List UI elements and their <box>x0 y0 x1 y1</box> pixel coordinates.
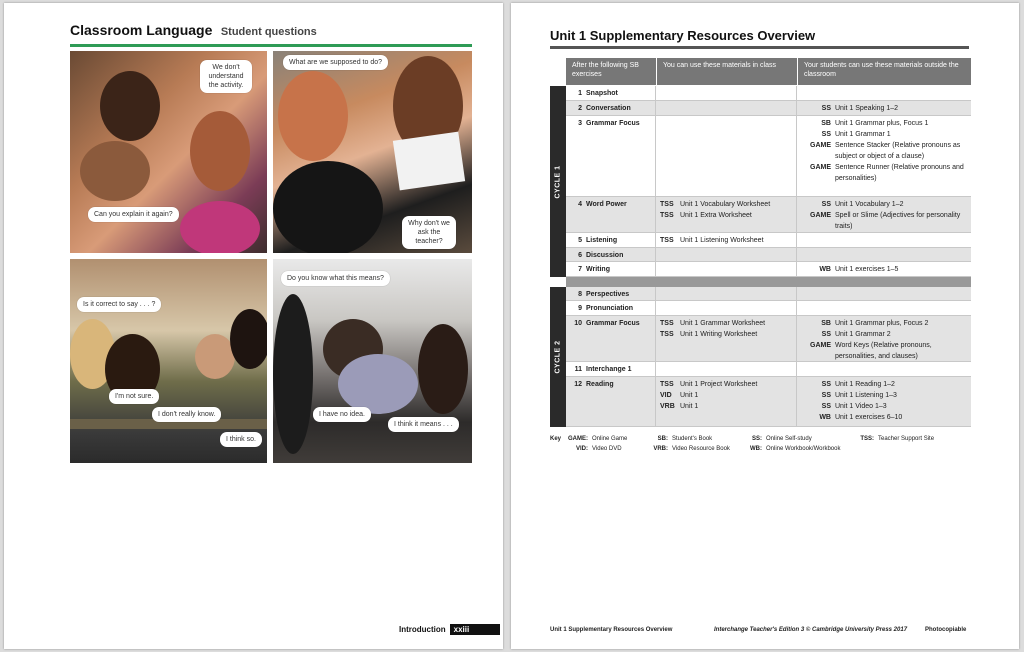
key-item <box>564 436 627 442</box>
cycle-label <box>550 86 566 277</box>
right-page <box>511 3 1019 649</box>
resource-code: TSS <box>660 237 674 244</box>
key-code: VID: <box>576 446 588 452</box>
key-text: Online Game <box>592 436 628 442</box>
speech-bubble: We don't understand the activity. <box>200 60 252 93</box>
resource-line <box>660 329 792 340</box>
resource-code: TSS <box>660 381 674 388</box>
in-class-cell <box>656 86 797 100</box>
table-row <box>566 197 971 233</box>
exercise-name: Discussion <box>586 252 624 259</box>
speech-bubble: I don't really know. <box>152 407 221 422</box>
page-subtitle: Student questions <box>220 26 317 38</box>
resource-line <box>801 140 967 162</box>
speech-bubble: Do you know what this means? <box>281 271 390 286</box>
resource-code: SS <box>821 105 831 112</box>
exercise-cell <box>566 362 656 376</box>
in-class-cell <box>656 377 797 426</box>
resource-line <box>801 129 967 140</box>
key-text: Teacher Support Site <box>878 436 935 442</box>
key-item <box>644 436 712 442</box>
exercise-number: 2 <box>578 105 582 112</box>
exercise-number: 7 <box>578 266 582 273</box>
key-item <box>564 446 622 452</box>
speech-bubble: I think so. <box>220 432 262 447</box>
speech-bubble: I think it means . . . <box>388 417 459 432</box>
cycle-separator <box>566 277 971 287</box>
exercise-name: Interchange 1 <box>586 366 632 373</box>
exercise-cell <box>566 233 656 247</box>
resource-code: SS <box>821 201 831 208</box>
resource-code: SS <box>821 381 831 388</box>
resource-text: Unit 1 Writing Worksheet <box>680 331 758 338</box>
exercise-cell <box>566 248 656 261</box>
speech-bubble: I have no idea. <box>313 407 371 422</box>
key-code: VRB: <box>653 446 668 452</box>
exercise-name: Word Power <box>586 201 627 208</box>
resource-line <box>801 390 967 401</box>
resource-line <box>801 318 967 329</box>
resource-line <box>801 162 967 184</box>
resource-text: Unit 1 Reading 1–2 <box>835 381 895 388</box>
key-code: SS: <box>751 436 762 442</box>
footer-left: Unit 1 Supplementary Resources Overview <box>550 627 673 633</box>
resource-text: Unit 1 Grammar 1 <box>835 131 891 138</box>
outside-cell <box>797 362 971 376</box>
exercise-name: Snapshot <box>586 90 618 97</box>
resource-line <box>801 340 967 362</box>
outside-cell <box>797 233 971 247</box>
exercise-number: 3 <box>578 120 582 127</box>
resource-text: Sentence Runner (Relative pronouns and personalities) <box>835 164 964 182</box>
resource-line <box>660 210 792 221</box>
exercise-cell <box>566 377 656 426</box>
resource-code: GAME <box>810 212 831 219</box>
exercise-cell <box>566 116 656 196</box>
table-row <box>566 301 971 316</box>
table-row <box>566 101 971 116</box>
key-code: TSS: <box>860 436 874 442</box>
exercise-name: Pronunciation <box>586 305 634 312</box>
photo-classroom <box>273 259 472 463</box>
resource-code: TSS <box>660 212 674 219</box>
exercise-name: Grammar Focus <box>586 320 640 327</box>
table-row <box>566 86 971 101</box>
exercise-name: Perspectives <box>586 291 630 298</box>
page-title-main: Classroom Language <box>70 22 213 38</box>
exercise-number: 4 <box>578 201 582 208</box>
table-row <box>566 377 971 427</box>
left-page <box>4 3 503 649</box>
in-class-cell <box>656 248 797 261</box>
speech-bubble: What are we supposed to do? <box>283 55 388 70</box>
exercise-name: Listening <box>586 237 618 244</box>
resource-line <box>660 199 792 210</box>
resource-line <box>801 329 967 340</box>
page-title: Unit 1 Supplementary Resources Overview <box>550 28 969 49</box>
table-row <box>566 316 971 362</box>
resource-text: Unit 1 Vocabulary 1–2 <box>835 201 904 208</box>
resource-text: Unit 1 exercises 6–10 <box>835 414 903 421</box>
resource-code: WB <box>819 266 831 273</box>
key-code: GAME: <box>568 436 588 442</box>
key-item <box>850 436 934 442</box>
exercise-name: Writing <box>586 266 610 273</box>
resource-text: Unit 1 exercises 1–5 <box>835 266 899 273</box>
key-code: WB: <box>750 446 762 452</box>
resource-text: Unit 1 <box>680 403 699 410</box>
exercise-cell <box>566 287 656 300</box>
outside-cell <box>797 316 971 361</box>
cycle-label <box>550 287 566 427</box>
column-header: You can use these materials in class <box>656 58 797 85</box>
resource-line <box>801 118 967 129</box>
in-class-cell <box>656 197 797 232</box>
in-class-cell <box>656 287 797 300</box>
resource-line <box>801 210 967 232</box>
footer-section-label: Introduction <box>399 625 446 634</box>
footer-right: Photocopiable <box>925 627 967 633</box>
key-code: SB: <box>657 436 668 442</box>
resource-text: Unit 1 Grammar 2 <box>835 331 891 338</box>
in-class-cell <box>656 362 797 376</box>
key-item <box>644 446 730 452</box>
resource-code: SB <box>821 120 831 127</box>
outside-cell <box>797 86 971 100</box>
exercise-number: 12 <box>574 381 582 388</box>
exercise-cell <box>566 301 656 315</box>
key-text: Online Self-study <box>766 436 812 442</box>
page-number: xxiii <box>450 624 500 635</box>
resource-text: Unit 1 Grammar Worksheet <box>680 320 766 327</box>
resource-text: Unit 1 Listening 1–3 <box>835 392 897 399</box>
key-text: Video DVD <box>592 446 622 452</box>
page-title <box>70 22 472 47</box>
resource-code: TSS <box>660 320 674 327</box>
exercise-cell <box>566 262 656 276</box>
resource-text: Unit 1 Speaking 1–2 <box>835 105 899 112</box>
exercise-number: 10 <box>574 320 582 327</box>
resource-code: GAME <box>810 164 831 171</box>
resource-line <box>660 379 792 390</box>
outside-cell <box>797 262 971 276</box>
key-text: Online Workbook/Workbook <box>766 446 841 452</box>
resource-code: SS <box>821 392 831 399</box>
resource-code: SB <box>821 320 831 327</box>
outside-cell <box>797 287 971 300</box>
table-row <box>566 262 971 277</box>
exercise-cell <box>566 86 656 100</box>
resource-text: Unit 1 Grammar plus, Focus 1 <box>835 120 929 127</box>
resource-text: Unit 1 Listening Worksheet <box>680 237 764 244</box>
resource-text: Unit 1 Project Worksheet <box>680 381 758 388</box>
exercise-name: Grammar Focus <box>586 120 640 127</box>
resource-line <box>801 264 967 275</box>
resource-text: Word Keys (Relative pronouns, personalities, and clauses) <box>835 342 932 360</box>
resource-line <box>801 103 967 114</box>
footer-center: Interchange Teacher's Edition 3 © Cambridge University Press 2017 <box>714 627 908 633</box>
resource-line <box>660 235 792 246</box>
exercise-number: 11 <box>574 366 582 373</box>
exercise-cell <box>566 101 656 115</box>
exercise-number: 1 <box>578 90 582 97</box>
exercise-name: Reading <box>586 381 614 388</box>
resource-line <box>801 412 967 423</box>
resource-line <box>801 401 967 412</box>
in-class-cell <box>656 301 797 315</box>
resource-code: SS <box>821 331 831 338</box>
key-label: Key <box>550 436 562 442</box>
in-class-cell <box>656 116 797 196</box>
resource-code: SS <box>821 131 831 138</box>
key-text: Student's Book <box>672 436 713 442</box>
resource-code: TSS <box>660 331 674 338</box>
resource-text: Unit 1 Vocabulary Worksheet <box>680 201 771 208</box>
outside-cell <box>797 101 971 115</box>
column-header: Your students can use these materials outside the classroom <box>797 58 971 85</box>
outside-cell <box>797 248 971 261</box>
in-class-cell <box>656 316 797 361</box>
resource-code: WB <box>819 414 831 421</box>
resource-text: Unit 1 Video 1–3 <box>835 403 887 410</box>
resource-code: VRB <box>660 403 675 410</box>
speech-bubble: Can you explain it again? <box>88 207 179 222</box>
column-header: After the following SB exercises <box>566 58 656 85</box>
speech-bubble: Is it correct to say . . . ? <box>77 297 161 312</box>
outside-cell <box>797 377 971 426</box>
resource-code: SS <box>821 403 831 410</box>
outside-cell <box>797 197 971 232</box>
speech-bubble: Why don't we ask the teacher? <box>402 216 456 249</box>
resource-code: VID <box>660 392 672 399</box>
exercise-cell <box>566 316 656 361</box>
outside-cell <box>797 116 971 196</box>
resource-text: Unit 1 Extra Worksheet <box>680 212 752 219</box>
key-item <box>738 436 812 442</box>
cycle-label-text: CYCLE 2 <box>554 340 562 374</box>
in-class-cell <box>656 233 797 247</box>
table-row <box>566 116 971 197</box>
resource-line <box>801 379 967 390</box>
exercise-number: 8 <box>578 291 582 298</box>
resource-line <box>801 199 967 210</box>
page-footer <box>399 624 500 635</box>
cycle-label-text: CYCLE 1 <box>554 164 562 199</box>
resource-text: Spell or Slime (Adjectives for personality traits) <box>835 212 961 230</box>
table-row <box>566 362 971 377</box>
in-class-cell <box>656 262 797 276</box>
key-item <box>738 446 840 452</box>
key-text: Video Resource Book <box>672 446 730 452</box>
exercise-number: 6 <box>578 252 582 259</box>
resource-text: Unit 1 <box>680 392 699 399</box>
exercise-cell <box>566 197 656 232</box>
exercise-number: 9 <box>578 305 582 312</box>
speech-bubble: I'm not sure. <box>109 389 159 404</box>
resource-code: GAME <box>810 142 831 149</box>
outside-cell <box>797 301 971 315</box>
table-row <box>566 233 971 248</box>
resource-text: Unit 1 Grammar plus, Focus 2 <box>835 320 929 327</box>
resource-line <box>660 390 792 401</box>
exercise-number: 5 <box>578 237 582 244</box>
resource-code: TSS <box>660 201 674 208</box>
exercise-name: Conversation <box>586 105 631 112</box>
in-class-cell <box>656 101 797 115</box>
table-row <box>566 248 971 262</box>
table-row <box>566 287 971 301</box>
resource-line <box>660 401 792 412</box>
resource-line <box>660 318 792 329</box>
resource-code: GAME <box>810 342 831 349</box>
resource-text: Sentence Stacker (Relative pronouns as subject or object of a clause) <box>835 142 961 160</box>
